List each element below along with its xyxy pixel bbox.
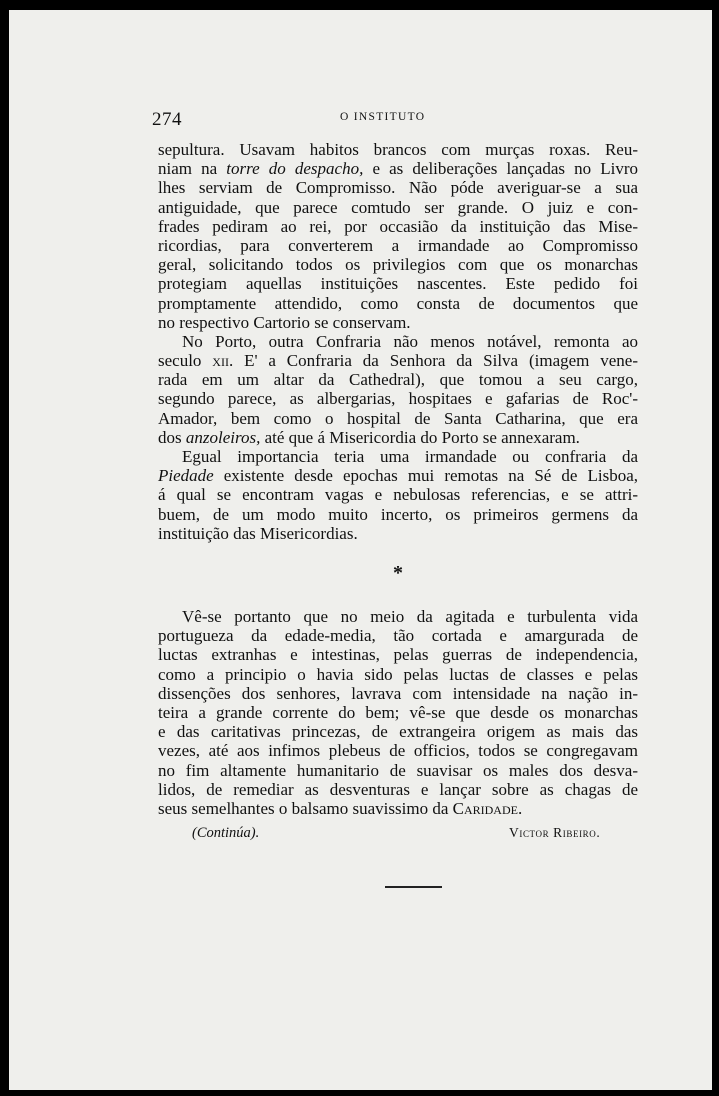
- text-line: no respectivo Cartorio se conservam.: [158, 312, 411, 332]
- text-line: frades pediram ao rei, por occasião da instituição das Mise-: [158, 216, 638, 236]
- section-separator: *: [393, 562, 403, 584]
- text-line: Piedade existente desde epochas mui remotas na Sé de Lisboa,: [158, 466, 638, 486]
- book-page: [9, 10, 712, 1090]
- text-line: sepultura. Usavam habitos brancos com murças roxas. Reu-: [158, 140, 638, 159]
- end-rule: [385, 886, 442, 888]
- article-footer: [9, 825, 712, 847]
- text-line: Amador, bem como o hospital de Santa Catharina, que era: [158, 408, 638, 428]
- text-line: portugueza da edade-media, tão cortada e amargurada de: [158, 626, 638, 646]
- text-line: seculo xii. E' a Confraria da Senhora da Silva (imagem vene-: [158, 351, 638, 371]
- text-line: promptamente attendido, como consta de documentos que: [158, 293, 638, 313]
- text-line: lhes serviam de Compromisso. Não póde averiguar-se a sua: [158, 178, 638, 198]
- text-line: segundo parece, as albergarias, hospitaes e gafarias de Roc'-: [158, 389, 638, 409]
- text-line: No Porto, outra Confraria não menos notável, remonta ao: [182, 331, 638, 351]
- text-line: antiguidade, que parece comtudo ser grande. O juiz e con-: [158, 197, 638, 217]
- text-line: teira a grande corrente do bem; vê-se que desde os monarchas: [158, 702, 638, 722]
- text-line: lidos, de remediar as desventuras e lançar sobre as chagas de: [158, 779, 638, 799]
- author-signature: Victor Ribeiro.: [509, 825, 601, 840]
- page-number: 274: [152, 109, 182, 130]
- body-paragraphs-first: [158, 140, 638, 543]
- page-header: [9, 109, 712, 131]
- text-line: seus semelhantes o balsamo suavissimo da Caridade.: [158, 798, 523, 818]
- text-line: protegiam aquellas instituições nascentes. Este pedido foi: [158, 274, 638, 294]
- text-line: dos anzoleiros, até que á Misericordia do Porto se annexaram.: [158, 427, 580, 447]
- text-line: buem, de um modo muito incerto, os primeiros germens da: [158, 504, 638, 524]
- text-line: instituição das Misericordias.: [158, 523, 358, 543]
- text-line: ricordias, para converterem a irmandade ao Compromisso: [158, 235, 638, 255]
- text-line: e das caritativas princezas, de extrangeira origem as mais das: [158, 722, 638, 742]
- body-paragraph-second: [158, 607, 638, 818]
- text-line: vezes, até aos infimos plebeus de officios, todos se congregavam: [158, 741, 638, 761]
- continued-note: (Continúa).: [192, 825, 260, 841]
- running-title: O INSTITUTO: [340, 111, 426, 123]
- text-line: geral, solicitando todos os privilegios com que os monarchas: [158, 255, 638, 275]
- text-line: Vê-se portanto que no meio da agitada e turbulenta vida: [182, 607, 638, 626]
- text-line: no fim altamente humanitario de suavisar os males dos desva-: [158, 760, 638, 780]
- text-line: niam na torre do despacho, e as deliberações lançadas no Livro: [158, 159, 638, 179]
- text-line: como a principio o havia sido pelas luctas de classes e pelas: [158, 664, 638, 684]
- text-line: á qual se encontram vagas e nebulosas referencias, e se attri-: [158, 485, 638, 505]
- text-line: rada em um altar da Cathedral), que tomou a seu cargo,: [158, 370, 638, 390]
- text-line: luctas extranhas e intestinas, pelas guerras de independencia,: [158, 645, 638, 665]
- text-line: Egual importancia teria uma irmandade ou confraria da: [182, 447, 638, 466]
- text-line: dissenções dos senhores, lavrava com intensidade na nação in-: [158, 683, 638, 703]
